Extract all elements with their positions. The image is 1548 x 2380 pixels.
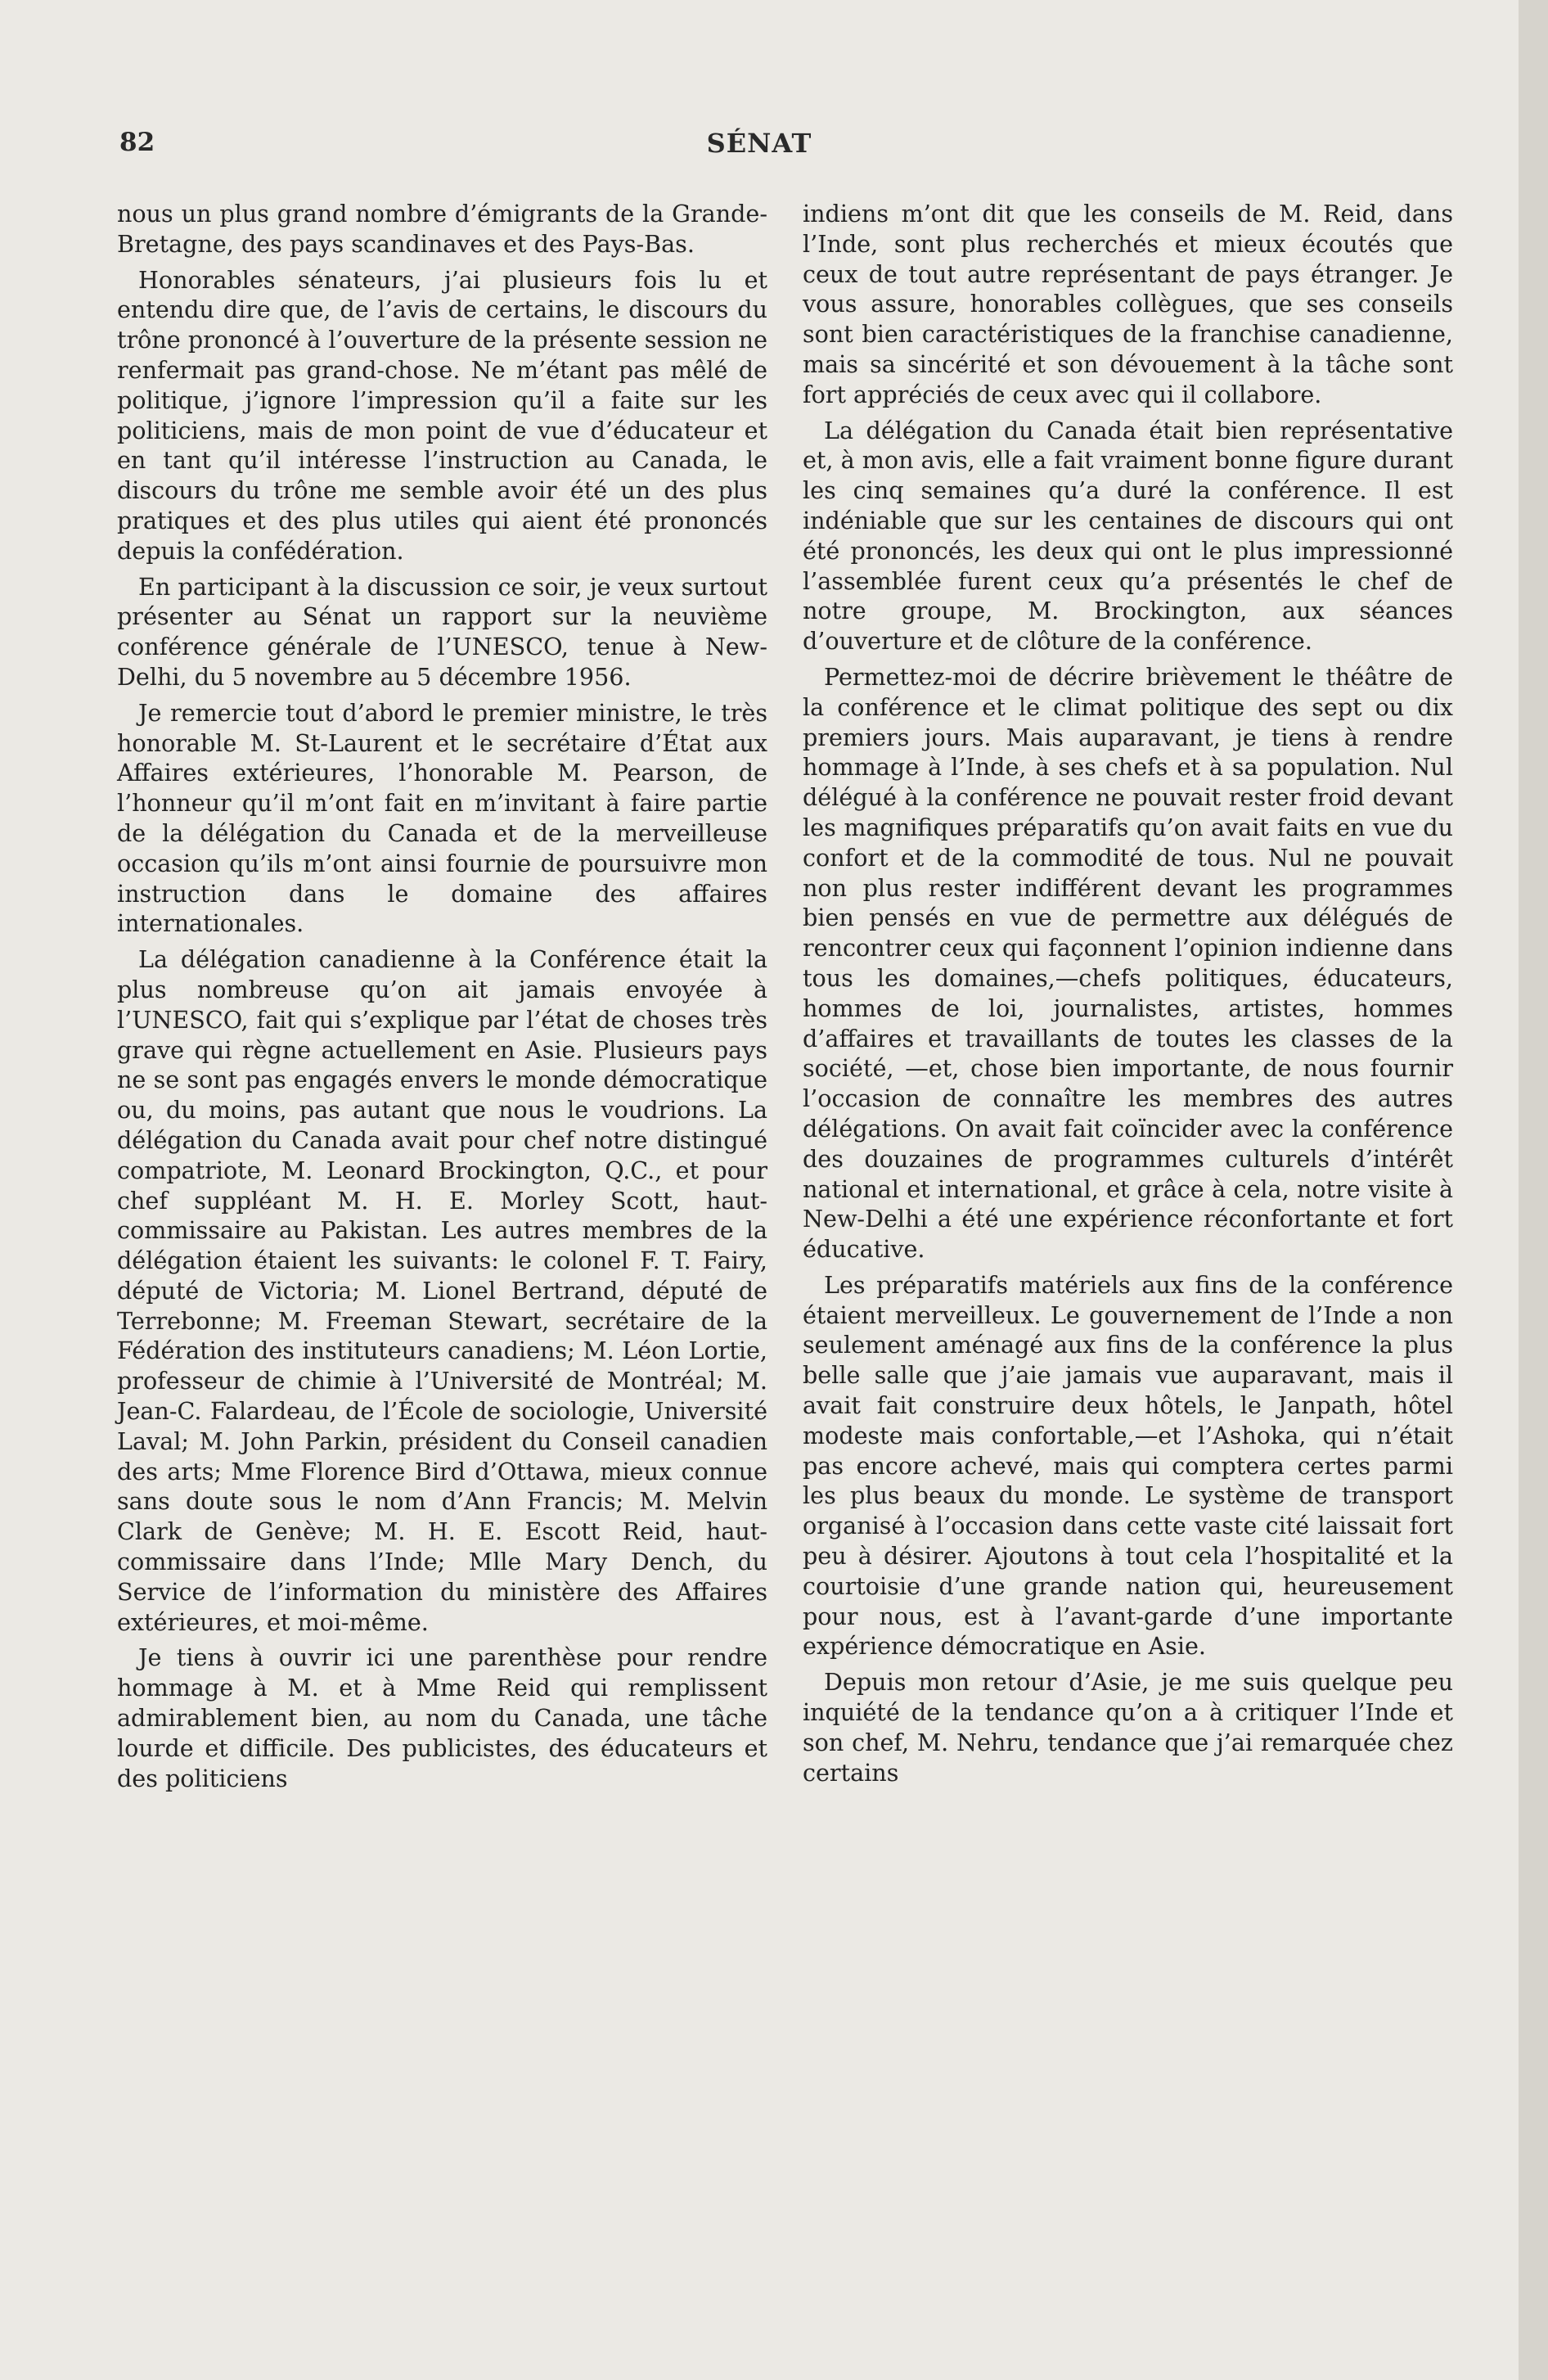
- paragraph: nous un plus grand nombre d’émigrants de la Grande-Bretagne, des pays scandinaves et des Pays-Bas.: [117, 200, 767, 258]
- paragraph: La délégation canadienne à la Conférence était la plus nombreuse qu’on ait jamais envoyée à l’UNESCO, fait qui s’explique par l’état de choses très grave qui règne actuellement en Asie. Plusieurs pays ne se sont pas engagés envers le monde démocratique ou, du moins, pas autant que nous le voudrions. La délégation du Canada avait pour chef notre distingué compatriote, M. Leonard Brockington, Q.C., et pour chef suppléant M. H. E. Morley Scott, haut-commissaire au Pakistan. Les autres membres de la délégation étaient les suivants: le colonel F. T. Fairy, député de Victoria; M. Lionel Bertrand, député de Terrebonne; M. Freeman Stewart, secrétaire de la Fédération des instituteurs canadiens; M. Léon Lortie, professeur de chimie à l’Université de Montréal; M. Jean-C. Falardeau, de l’École de sociologie, Université Laval; M. John Parkin, président du Conseil canadien des arts; Mme Florence Bird d’Ottawa, mieux connue sans doute sous le nom d’Ann Francis; M. Melvin Clark de Genève; M. H. E. Escott Reid, haut-commissaire dans l’Inde; Mlle Mary Dench, du Service de l’information du ministère des Affaires extérieures, et moi-même.: [117, 945, 767, 1636]
- left-column: [117, 199, 767, 1793]
- page-number: 82: [119, 128, 155, 157]
- paragraph: Je remercie tout d’abord le premier ministre, le très honorable M. St-Laurent et le secrétaire d’État aux Affaires extérieures, l’honorable M. Pearson, de l’honneur qu’il m’ont fait en m’invitant à faire partie de la délégation du Canada et de la merveilleuse occasion qu’ils m’ont ainsi fournie de poursuivre mon instruction dans le domaine des affaires internationales.: [117, 698, 767, 938]
- paragraph: Honorables sénateurs, j’ai plusieurs fois lu et entendu dire que, de l’avis de certains, le discours du trône prononcé à l’ouverture de la présente session ne renfermait pas grand-chose. Ne m’étant pas mêlé de politique, j’ignore l’impression qu’il a faite sur les politiciens, mais de mon point de vue d’éducateur et en tant qu’il intéresse l’instruction au Canada, le discours du trône me semble avoir été un des plus pratiques et des plus utiles qui aient été prononcés depuis la confédération.: [117, 265, 767, 565]
- paragraph: indiens m’ont dit que les conseils de M. Reid, dans l’Inde, sont plus recherchés et mieux écoutés que ceux de tout autre représentant de pays étranger. Je vous assure, honorables collègues, que ses conseils sont bien caractéristiques de la franchise canadienne, mais sa sincérité et son dévouement à la tâche sont fort appréciés de ceux avec qui il collabore.: [803, 200, 1453, 408]
- page-edge: [1519, 0, 1548, 2380]
- paragraph: Depuis mon retour d’Asie, je me suis quelque peu inquiété de la tendance qu’on a à critiquer l’Inde et son chef, M. Nehru, tendance que j’ai remarquée chez certains: [803, 1668, 1453, 1787]
- paragraph: Je tiens à ouvrir ici une parenthèse pour rendre hommage à M. et à Mme Reid qui remplissent admirablement bien, au nom du Canada, une tâche lourde et difficile. Des publicistes, des éducateurs et des politiciens: [117, 1643, 767, 1792]
- paragraph: En participant à la discussion ce soir, je veux surtout présenter au Sénat un rapport sur la neuvième conférence générale de l’UNESCO, tenue à New-Delhi, du 5 novembre au 5 décembre 1956.: [117, 572, 767, 691]
- right-column: [803, 199, 1453, 1787]
- paragraph: Les préparatifs matériels aux fins de la conférence étaient merveilleux. Le gouvernement de l’Inde a non seulement aménagé aux fins de la conférence la plus belle salle que j’aie jamais vue auparavant, mais il avait fait construire deux hôtels, le Janpath, hôtel modeste mais confortable,—et l’Ashoka, qui n’était pas encore achevé, mais qui comptera certes parmi les plus beaux du monde. Le système de transport organisé à l’occasion dans cette vaste cité laissait fort peu à désirer. Ajoutons à tout cela l’hospitalité et la courtoisie d’une grande nation qui, heureusement pour nous, est à l’avant-garde d’une importante expérience démocratique en Asie.: [803, 1270, 1453, 1661]
- running-head: SÉNAT: [706, 128, 812, 159]
- paragraph: Permettez-moi de décrire brièvement le théâtre de la conférence et le climat politique des sept ou dix premiers jours. Mais auparavant, je tiens à rendre hommage à l’Inde, à ses chefs et à sa population. Nul délégué à la conférence ne pouvait rester froid devant les magnifiques préparatifs qu’on avait faits en vue du confort et de la commodité de tous. Nul ne pouvait non plus rester indifférent devant les programmes bien pensés en vue de permettre aux délégués de rencontrer ceux qui façonnent l’opinion indienne dans tous les domaines,—chefs politiques, éducateurs, hommes de loi, journalistes, artistes, hommes d’affaires et travaillants de toutes les classes de la société, —et, chose bien importante, de nous fournir l’occasion de connaître les membres des autres délégations. On avait fait coïncider avec la conférence des douzaines de programmes culturels d’intérêt national et international, et grâce à cela, notre visite à New-Delhi a été une expérience réconfortante et fort éducative.: [803, 662, 1453, 1264]
- paragraph: La délégation du Canada était bien représentative et, à mon avis, elle a fait vraiment bonne figure durant les cinq semaines qu’a duré la conférence. Il est indéniable que sur les centaines de discours qui ont été prononcés, les deux qui ont le plus impressionné l’assemblée furent ceux qu’a présentés le chef de notre groupe, M. Brockington, aux séances d’ouverture et de clôture de la conférence.: [803, 416, 1453, 656]
